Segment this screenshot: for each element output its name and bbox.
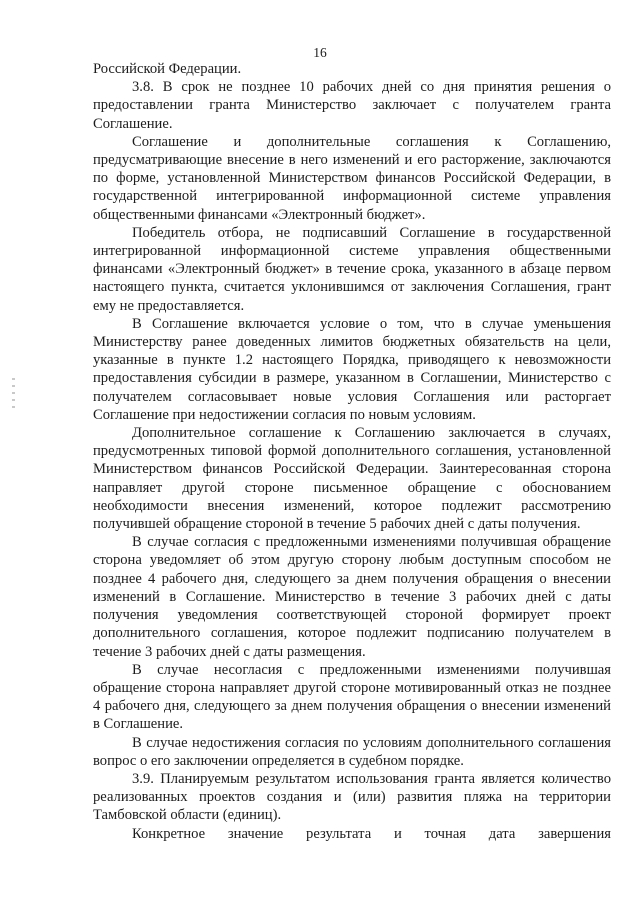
paragraph-p10: 3.9. Планируемым результатом использования гранта является количество реализованных проектов создания и (или) развития пляжа на территории Тамбовской области (единиц).: [93, 770, 611, 824]
page-number: 16: [313, 45, 327, 60]
paragraph-p5: В Соглашение включается условие о том, что в случае уменьшения Министерству ранее доведенных лимитов бюджетных обязательств на цели, указанные в пункте 1.2 настоящего Порядка, приводящего к невозможности предоставления субсидии в размере, указанном в Соглашении, Министерство с получателем согласовывает новые условия Соглашения или расторгает Соглашение при недостижении согласия по новым условиям.: [93, 315, 611, 423]
paragraph-p9: В случае недостижения согласия по условиям дополнительного соглашения вопрос о его заключении определяется в судебном порядке.: [93, 734, 611, 769]
paragraph-p3: Соглашение и дополнительные соглашения к Соглашению, предусматривающие внесение в него изменений и его расторжение, заключаются по форме, установленной Министерством финансов Российской Федерации, в государственной интегрированной информационной системе управления общественными финансами «Электронный бюджет».: [93, 133, 611, 223]
document-body: [93, 60, 611, 843]
paragraph-p1: Российской Федерации.: [93, 61, 242, 77]
paragraph-p2: 3.8. В срок не позднее 10 рабочих дней со дня принятия решения о предоставлении гранта Министерство заключает с получателем гранта Соглашение.: [93, 79, 611, 132]
paragraph-p6: Дополнительное соглашение к Соглашению заключается в случаях, предусмотренных типовой формой дополнительного соглашения, установленной Министерством финансов Российской Федерации. Заинтересованная сторона направляет другой стороне письменное обращение с обоснованием необходимости внесения изменений, которое подлежит рассмотрению получившей обращение стороной в течение 5 рабочих дней с даты получения.: [93, 425, 611, 533]
paragraph-p11: Конкретное значение результата и точная дата завершения: [132, 825, 611, 842]
paragraph-p8: В случае несогласия с предложенными изменениями получившая обращение сторона направляет другой стороне мотивированный отказ не позднее 4 рабочего дня, следующего за днем получения обращения о внесении изменений в Соглашение.: [93, 661, 611, 733]
paragraph-p7: В случае согласия с предложенными изменениями получившая обращение сторона уведомляет об этом другую сторону любым доступным способом не позднее 4 рабочего дня, следующего за днем получения обращения о внесении изменений в Соглашение. Министерство в течение 3 рабочих дней с даты получения уведомления соответствующей стороной формирует проект дополнительного соглашения, которое подлежит подписанию получателем в течение 3 рабочих дней с даты размещения.: [93, 534, 611, 660]
margin-scan-marks: [12, 378, 15, 412]
paragraph-p4: Победитель отбора, не подписавший Соглашение в государственной интегрированной информационной системе управления общественными финансами «Электронный бюджет» в течение срока, указанного в абзаце первом настоящего пункта, считается уклонившимся от заключения Соглашения, грант ему не предоставляется.: [93, 224, 611, 314]
